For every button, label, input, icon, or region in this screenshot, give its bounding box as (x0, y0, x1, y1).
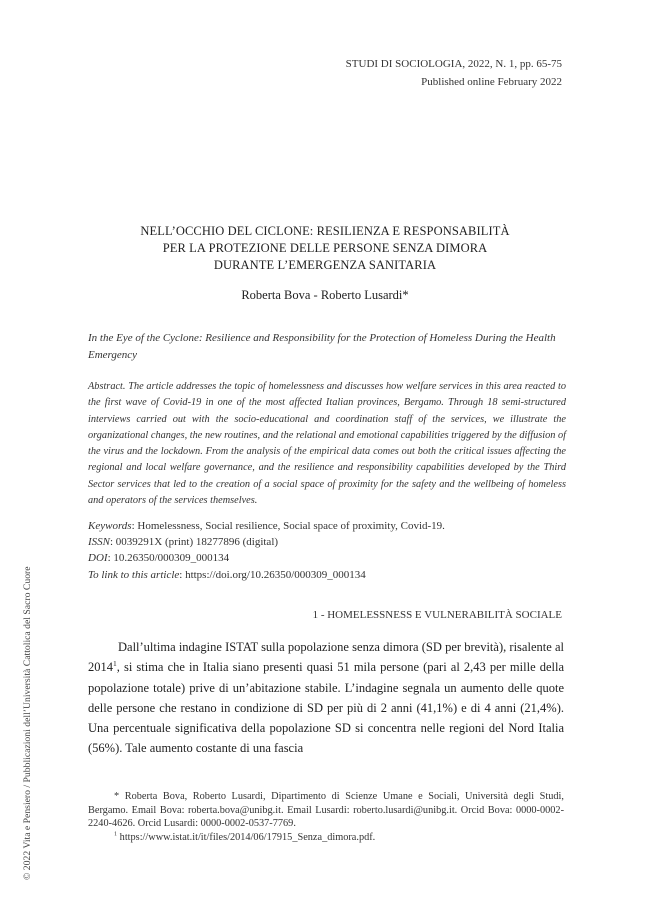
footnote-1 (88, 831, 564, 845)
footnote-number: 1 (114, 830, 118, 838)
issn-value: : 0039291X (print) 18277896 (digital) (110, 536, 279, 549)
article-title (88, 223, 562, 274)
title-line-2: PER LA PROTEZIONE DELLE PERSONE SENZA DIMORA (162, 241, 488, 255)
link-label: To link to this article (88, 568, 180, 581)
keywords-label: Keywords (88, 520, 132, 532)
article-authors: Roberta Bova - Roberto Lusardi* (241, 288, 409, 302)
keywords-line (88, 518, 564, 534)
footnote-1-link[interactable]: https://www.istat.it/it/files/2014/06/17915_Senza_dimora.pdf. (117, 831, 376, 843)
journal-citation: STUDI DI SOCIOLOGIA, 2022, N. 1, pp. 65-75 (345, 58, 562, 70)
copyright-sidebar: © 2022 Vita e Pensiero / Pubblicazioni dell’Università Cattolica del Sacro Cuore (22, 566, 33, 880)
issn-label: ISSN (88, 536, 110, 549)
footnote-ref[interactable]: 1 (113, 659, 117, 669)
doi-line (88, 550, 564, 566)
english-title: In the Eye of the Cyclone: Resilience and Responsibility for the Protection of Homeless During the Health Emergency (88, 332, 556, 361)
publication-date: Published online February 2022 (421, 76, 562, 88)
body-text-part-2: , si stima che in Italia siano presenti quasi 51 mila persone (pari al 2,43 per mille della popolazione totale) prive di un’abitazione stabile. L’indagine segnala un aumento delle quote delle persone che restano in condizione di SD per più di 2 anni (41,1%) e di 4 anni (21,4%). Una percentuale significativa della popolazione SD si concentra nelle regioni del Nord Italia (56%). Tale aumento costante di una fascia (88, 660, 564, 756)
issn-line (88, 534, 564, 550)
author-footnote: * Roberta Bova, Roberto Lusardi, Dipartimento di Scienze Umane e Sociali, Università degli Studi, Bergamo. Email Bova: roberta.bova@unibg.it. Email Lusardi: roberto.lusardi@unibg.it. Orcid Bova: 0000-0002-2240-4626. Orcid Lusardi: 0000-0002-0537-7769. (88, 791, 564, 829)
footnotes (88, 790, 564, 844)
title-line-1: NELL’OCCHIO DEL CICLONE: RESILIENZA E RESPONSABILITÀ (140, 224, 510, 238)
doi-value: : 10.26350/000309_000134 (107, 552, 230, 565)
article-link[interactable]: : https://doi.org/10.26350/000309_000134 (179, 568, 366, 581)
link-line (88, 567, 564, 583)
keywords-value: : Homelessness, Social resilience, Social space of proximity, Covid-19. (131, 520, 445, 532)
body-text (88, 637, 564, 759)
title-line-3: DURANTE L’EMERGENZA SANITARIA (213, 258, 437, 272)
journal-header (346, 55, 562, 91)
doi-label: DOI (88, 552, 108, 565)
article-metadata (88, 518, 564, 583)
section-heading: 1 - HOMELESSNESS E VULNERABILITÀ SOCIALE (312, 609, 562, 621)
abstract: Abstract. The article addresses the topic of homelessness and discusses how welfare services in this area reacted to the first wave of Covid-19 in one of the most affected Italian provinces, Bergamo. Through 18 semi-structured interviews carried out with the socio-educational and coordination staff of the services, we illustrate the organizational changes, the new routines, and the relational and emotional capabilities triggered by the diffusion of the virus and the lockdown. From the analysis of the empirical data comes out both the critical issues affecting the regional and local welfare governance, and the resilience and responsibility capabilities developed by the Third Sector services that led to the creation of a social space of proximity for the safety and the wellbeing of homeless and operators of the services themselves. (88, 381, 566, 507)
body-text-part-1: Dall’ultima indagine ISTAT sulla popolazione senza dimora (SD per brevità), risalente al 2014 (88, 640, 564, 675)
body-paragraph (88, 637, 564, 759)
